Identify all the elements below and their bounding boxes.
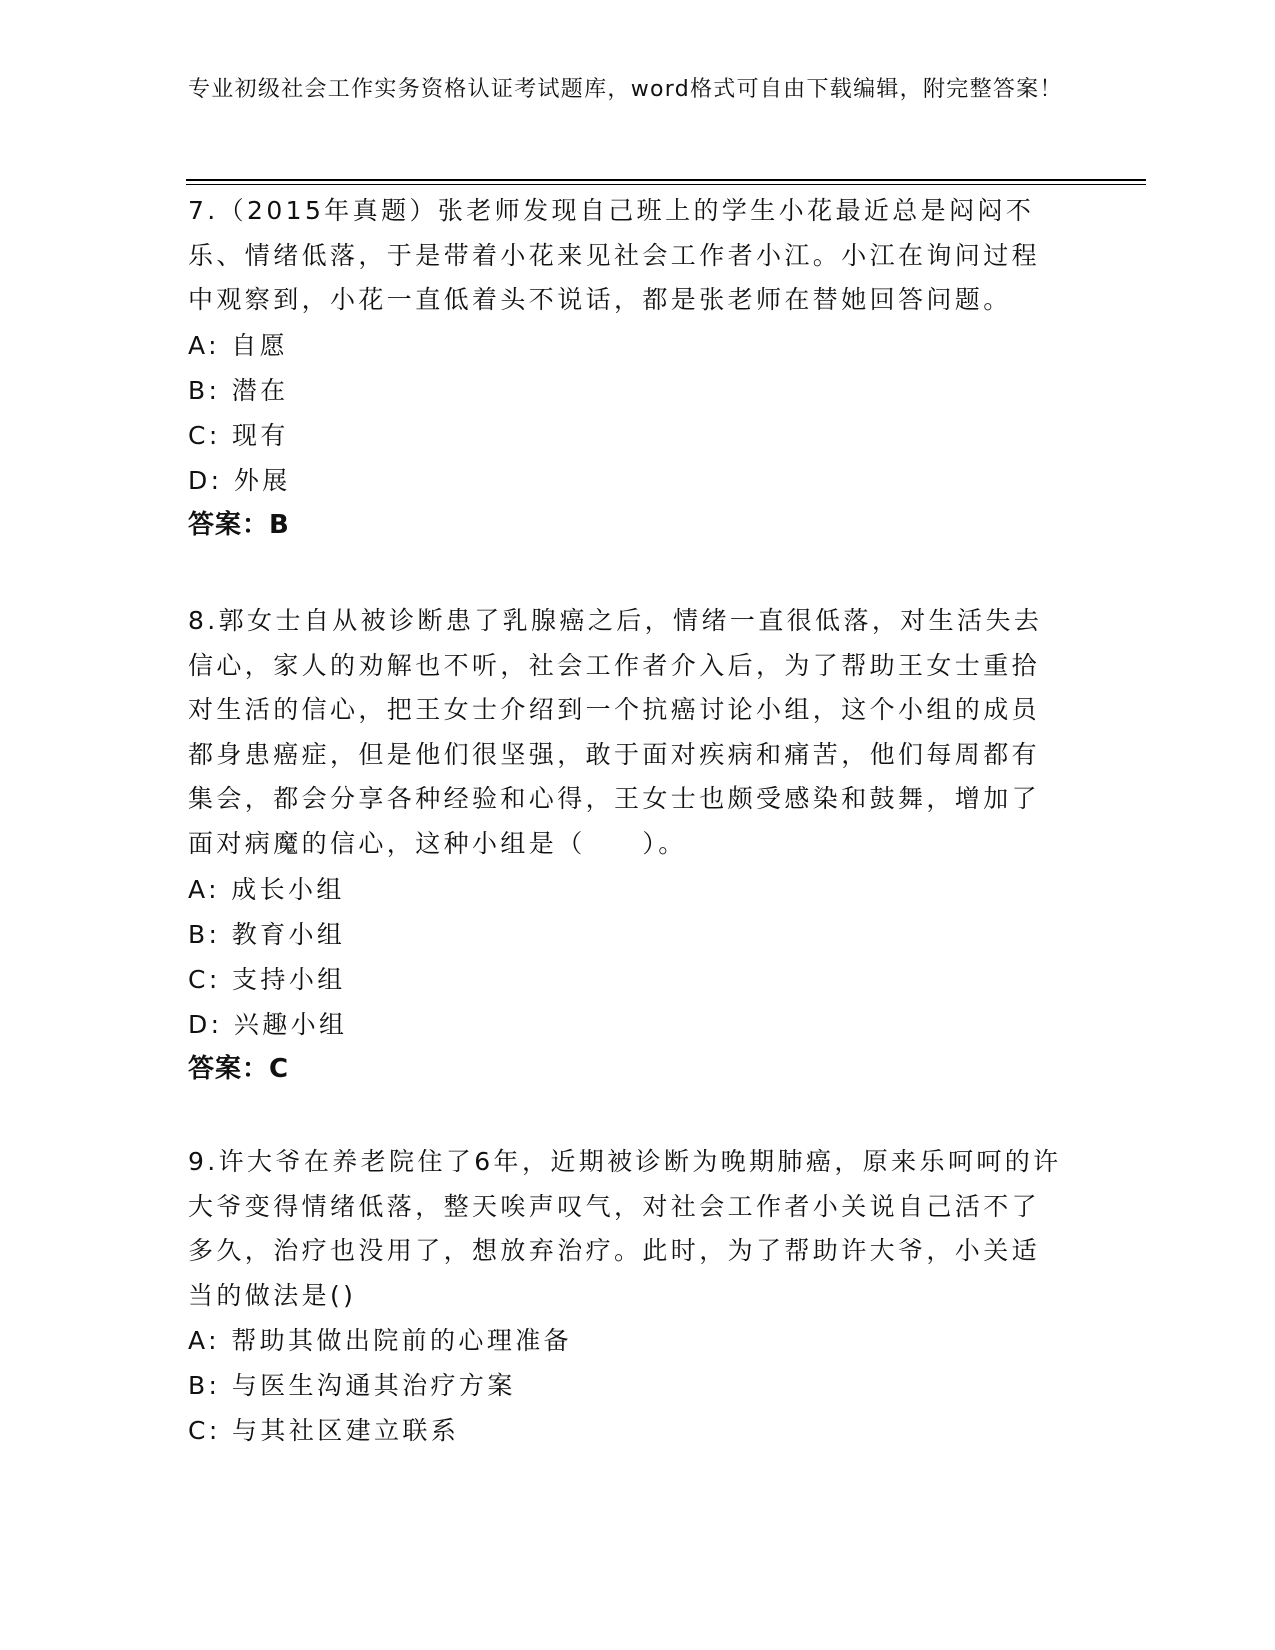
option-d: D: 外展 xyxy=(188,465,291,495)
option-b: B: 与医生沟通其治疗方案 xyxy=(188,1371,516,1401)
question-8 xyxy=(188,599,1068,1092)
question-stem: 7.（2015年真题）张老师发现自己班上的学生小花最近总是闷闷不乐、情绪低落，于是带着小花来见社会工作者小江。小江在询问过程中观察到，小花一直低着头不说话，都是张老师在替她回答问题。 xyxy=(188,196,1041,315)
answer: 答案：B xyxy=(188,509,290,540)
header-rule-thick xyxy=(186,179,1146,181)
option-a: A: 帮助其做出院前的心理准备 xyxy=(188,1326,573,1356)
question-stem: 8.郭女士自从被诊断患了乳腺癌之后，情绪一直很低落，对生活失去信心，家人的劝解也不听，社会工作者介入后，为了帮助王女士重拾对生活的信心，把王女士介绍到一个抗癌讨论小组，这个小组的成员都身患癌症，但是他们很坚强，敢于面对疾病和痛苦，他们每周都有集会，都会分享各种经验和心得，王女士也颇受感染和鼓舞，增加了面对病魔的信心，这种小组是（ ）。 xyxy=(188,606,1043,858)
option-b: B: 教育小组 xyxy=(188,919,346,949)
option-c: C: 现有 xyxy=(188,420,289,450)
option-b: B: 潜在 xyxy=(188,375,289,405)
header-rule-thin xyxy=(186,184,1146,185)
option-d: D: 兴趣小组 xyxy=(188,1009,348,1039)
question-stem: 9.许大爷在养老院住了6年，近期被诊断为晚期肺癌，原来乐呵呵的许大爷变得情绪低落，整天唉声叹气，对社会工作者小关说自己活不了多久，治疗也没用了，想放弃治疗。此时，为了帮助许大爷，小关适当的做法是() xyxy=(188,1147,1062,1310)
question-7 xyxy=(188,189,1068,548)
option-c: C: 与其社区建立联系 xyxy=(188,1416,460,1446)
document-header: 专业初级社会工作实务资格认证考试题库，word格式可自由下载编辑，附完整答案！ xyxy=(188,77,1063,102)
option-c: C: 支持小组 xyxy=(188,964,346,994)
option-a: A: 自愿 xyxy=(188,330,289,360)
option-a: A: 成长小组 xyxy=(188,874,345,904)
answer: 答案：C xyxy=(188,1053,290,1084)
question-9 xyxy=(188,1140,1068,1453)
